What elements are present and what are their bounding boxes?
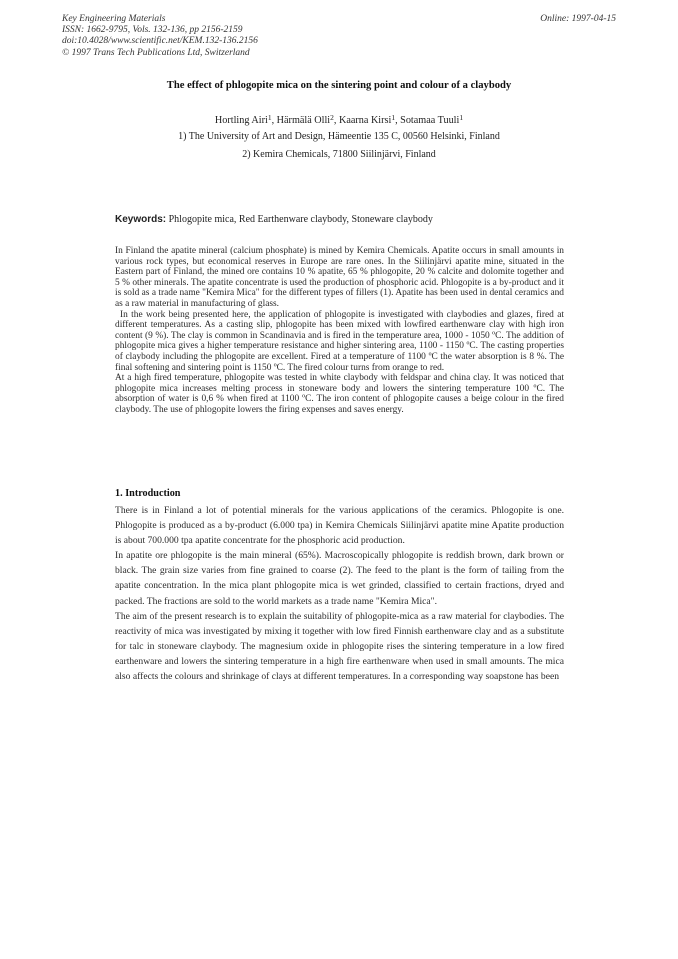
- journal-name: Key Engineering Materials: [62, 14, 166, 24]
- body-paragraph: There is in Finland a lot of potential minerals for the various applications of the ceramics. Phlogopite is one. Phlogopite is produced as a by-product (6.000 tpa) in Kemira Chemicals Siilinjärvi apatite mine Apatite production is about 700.000 tpa apatite concentrate for the phosphoric acid production.: [115, 505, 564, 547]
- author-name: Hortling Airi: [214, 115, 268, 126]
- author-list: Hortling Airi$^1$, Härmälä Olli$^2$, Kaarna Kirsi$^1$, Sotamaa Tuuli$^1$: [214, 113, 464, 126]
- author-affiliation-mark: 1: [267, 113, 272, 122]
- body-paragraph: In apatite ore phlogopite is the main mineral (65%). Macroscopically phlogopite is reddish brown, dark brown or black. The grain size varies from fine grained to coarse (2). The feed to the plant is the form of tailing from the apatite concentration. In the mica plant phlogopite mica is wet grinded, classified to certain fractions, dryed and packed. The fractions are sold to the world markets as a trade name "Kemira Mica".: [115, 550, 564, 607]
- author-name: Kaarna Kirsi: [338, 115, 392, 126]
- keywords-text: Phlogopite mica, Red Earthenware claybody, Stoneware claybody: [166, 214, 433, 225]
- affiliation-1: 1) The University of Art and Design, Hämeentie 135 C, 00560 Helsinki, Finland: [178, 131, 500, 142]
- introduction-body: [115, 503, 564, 684]
- keywords-line: [115, 214, 433, 225]
- keywords-label: Keywords:: [115, 214, 167, 225]
- abstract-paragraph: In Finland the apatite mineral (calcium phosphate) is mined by Kemira Chemicals. Apatite occurs in small amounts in various rock types, but economical reserves in Europe are rare ones. In the Siilinjärvi apatite mine, situated in the Eastern part of Finland, the mined ore contains 10 % apatite, 65 % phlogopite, 20 % calcite and dolomite together and 5 % other minerals. The apatite concentrate is used the production of phosphoric acid. Phlogopite is a by-product and it is sold as a trade name "Kemira Mica" for the different types of fillers (1). Apatite has been used in dental ceramics and as a raw material in manufacturing of glass.: [115, 246, 564, 309]
- author-affiliation-mark: 1: [459, 113, 464, 122]
- abstract: [115, 246, 564, 416]
- publication-metadata: [62, 14, 258, 59]
- copyright-line: © 1997 Trans Tech Publications Ltd, Switzerland: [62, 47, 250, 58]
- abstract-paragraph: In the work being presented here, the application of phlogopite is investigated with claybodies and glazes, fired at different temperatures. As a casting slip, phlogopite has been mixed with lowfired earthenware clay with high iron content (9 %). The clay is common in Scandinavia and is fired in the temperature area, 1000 - 1050 ºC. The addition of phlogopite mica gives a higher temperature resistance and higher sintering area, 1100 - 1150 ºC. The casting properties of claybody including the phlogopite are excellent. Fired at a temperature of 1100 ºC the water absorption is 8 %. The final softening and sintering point is 1150 ºC. The fired colour turns from orange to red.: [115, 309, 564, 373]
- issn-line: ISSN: 1662-9795, Vols. 132-136, pp 2156-2159: [62, 25, 243, 36]
- author-name: Härmälä Olli: [276, 115, 331, 126]
- online-date: Online: 1997-04-15: [540, 14, 616, 24]
- author-affiliation-mark: 1: [391, 113, 396, 122]
- doi-line: doi:10.4028/www.scientific.net/KEM.132-136.2156: [62, 36, 258, 47]
- author-name: Sotamaa Tuuli: [400, 115, 460, 126]
- author-affiliation-mark: 2: [330, 113, 334, 122]
- affiliation-2: 2) Kemira Chemicals, 71800 Siilinjärvi, Finland: [242, 149, 436, 160]
- abstract-paragraph: At a high fired temperature, phlogopite was tested in white claybody with feldspar and china clay. It was noticed that phlogopite mica increases melting process in stoneware body and lowers the sintering temperature 100 ºC. The absorption of water is 0,6 % when fired at 1100 ºC. The iron content of phlogopite causes a beige colour in the fired claybody. The use of phlogopite lowers the firing expenses and saves energy.: [115, 373, 564, 415]
- body-paragraph: The aim of the present research is to explain the suitability of phlogopite-mica as a raw material for claybodies. The reactivity of mica was investigated by mixing it together with low fired Finnish earthenware clay and as a substitute for talc in stoneware claybody. The magnesium oxide in phlogopite rises the sintering temperature in a low fired earthenware and lowers the sintering temperature in a high fire earthenware when used in small amounts. The mica also affects the colours and shrinkage of clays at different temperatures. In a corresponding way soapstone has been: [115, 610, 564, 683]
- section-heading-introduction: 1. Introduction: [115, 488, 181, 499]
- paper-title: The effect of phlogopite mica on the sintering point and colour of a claybody: [166, 80, 512, 91]
